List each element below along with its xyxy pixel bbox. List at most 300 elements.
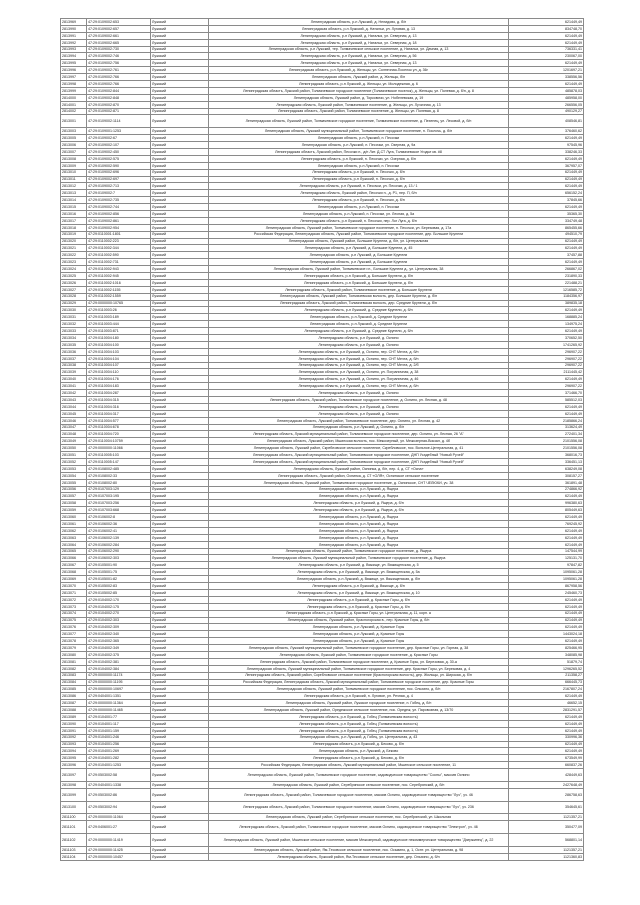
address-cell: Ленинградская область, р-н Лужский, д. Оспино: [209, 390, 509, 397]
address-cell: Ленинградская область, Лужский муниципальный район, Толмачевское городское поселение, дер. Красные Горы, ул. Березовая, д. 4: [209, 665, 509, 672]
table-row: [61, 266, 584, 273]
cadastral-value-table: [60, 18, 584, 861]
cadastral-number-cell: 47:29:0000000:11425: [87, 846, 151, 853]
table-row: [61, 204, 584, 211]
row-number-cell: 2813095: [61, 755, 87, 762]
cadastral-number-cell: 47:29:0110002:1155: [87, 286, 151, 293]
address-cell: Ленинградская область, р-н Лужский, д. Ящера: [209, 534, 509, 541]
cadastral-number-cell: 47:29:0000000:11066: [87, 445, 151, 452]
address-cell: Ленинградская область, р-н Лужский, д. Ящера: [209, 527, 509, 534]
row-number-cell: 2813089: [61, 713, 87, 720]
district-cell: Лужский: [151, 238, 209, 245]
row-number-cell: 2813998: [61, 81, 87, 88]
cadastral-value-cell: 621449,49: [509, 610, 584, 617]
cadastral-value-cell: 656152,24: [509, 190, 584, 197]
table-row: [61, 245, 584, 252]
cadastral-number-cell: 47:29:0107003:195: [87, 493, 151, 500]
district-cell: Лужский: [151, 307, 209, 314]
district-cell: Лужский: [151, 169, 209, 176]
cadastral-value-cell: 336451,13: [509, 459, 584, 466]
row-number-cell: 2813084: [61, 679, 87, 686]
cadastral-value-cell: 147544,99: [509, 548, 584, 555]
district-cell: Лужский: [151, 148, 209, 155]
row-number-cell: 2813009: [61, 162, 87, 169]
table-row: [61, 148, 584, 155]
table-row: [61, 162, 584, 169]
address-cell: Ленинградская область, р-н Лужский, д. Оспино, ул. Пограничная, д. 46: [209, 376, 509, 383]
row-number-cell: 2813997: [61, 74, 87, 81]
cadastral-value-cell: 1095061,28: [509, 569, 584, 576]
district-cell: Лужский: [151, 60, 209, 67]
address-cell: Ленинградская область, р-н Лужский, п. Песочки, ул. Лесная, д. 5а: [209, 210, 509, 217]
address-cell: Ленинградская область, р-н Лужский, д. Гобец, ул. Центральная, д. 43: [209, 734, 509, 741]
district-cell: Лужский: [151, 672, 209, 679]
cadastral-value-cell: 621449,49: [509, 60, 584, 67]
address-cell: Ленинградская область, р-н Лужский, д. Жельцы, ул. Солнечная-Поселок ул, д. 36г: [209, 67, 509, 74]
cadastral-value-cell: 1121357,21: [509, 846, 584, 853]
row-number-cell: 2813015: [61, 204, 87, 211]
table-row: [61, 562, 584, 569]
table-row: [61, 101, 584, 108]
row-number-cell: 2813068: [61, 569, 87, 576]
district-cell: Лужский: [151, 293, 209, 300]
cadastral-number-cell: 47:29:0106002:41: [87, 527, 151, 534]
table-row: [61, 67, 584, 74]
address-cell: Ленинградская область, р-н Лужский, д. Большие Крупели, д. б/н: [209, 279, 509, 286]
cadastral-value-cell: 736331,41: [509, 46, 584, 53]
district-cell: Лужский: [151, 431, 209, 438]
address-cell: Ленинградская область, Лужский район, Толмачевское городское поселение, д. Красные Горы: [209, 651, 509, 658]
cadastral-value-cell: 621449,49: [509, 638, 584, 645]
row-number-cell: 2814000: [61, 94, 87, 101]
table-row: [61, 190, 584, 197]
cadastral-number-cell: 47:29:0110004:678: [87, 424, 151, 431]
row-number-cell: 2813043: [61, 397, 87, 404]
cadastral-value-cell: 266867,02: [509, 266, 584, 273]
cadastral-value-cell: 46652,15: [509, 700, 584, 707]
cadastral-number-cell: 47:29:0404001:1338: [87, 781, 151, 788]
table-row: [61, 445, 584, 452]
cadastral-value-cell: 2831291,57: [509, 707, 584, 714]
cadastral-value-cell: 621449,49: [509, 410, 584, 417]
row-number-cell: 2813016: [61, 210, 87, 217]
address-cell: Ленинградская область, р-н Лужский, п. Песочки: [209, 135, 509, 142]
cadastral-value-cell: 313624,49: [509, 424, 584, 431]
cadastral-number-cell: 47:29:0104001:1253: [87, 762, 151, 769]
row-number-cell: 2813032: [61, 321, 87, 328]
address-cell: Ленинградская область, р-н Лужский, д. Оспино, пер. СНТ Мечта, д. б/н: [209, 348, 509, 355]
row-number-cell: 2813011: [61, 176, 87, 183]
district-cell: Лужский: [151, 438, 209, 445]
cadastral-value-cell: 621449,49: [509, 176, 584, 183]
row-number-cell: 2813070: [61, 583, 87, 590]
row-number-cell: 2813040: [61, 376, 87, 383]
cadastral-value-cell: 35365,30: [509, 210, 584, 217]
document-page: [60, 18, 583, 861]
table-row: [61, 74, 584, 81]
district-cell: Лужский: [151, 397, 209, 404]
cadastral-number-cell: 47:29:0108002:80: [87, 479, 151, 486]
address-cell: Ленинградская область, Лужский муниципальный район, Толмачевское городское поселение, дер. Оспино, ул. Лесная, 26 "А": [209, 431, 509, 438]
cadastral-value-cell: 660837,26: [509, 762, 584, 769]
cadastral-number-cell: 47:29:0109002:954: [87, 224, 151, 231]
address-cell: Ленинградская область, р-н Лужский, д. Оспино, д. б/н: [209, 424, 509, 431]
cadastral-value-cell: 621449,49: [509, 259, 584, 266]
table-row: [61, 583, 584, 590]
address-cell: Ленинградская область, р-н Лужский, п. Луговое, ул. Речная, д. 4: [209, 693, 509, 700]
cadastral-number-cell: 47:29:0104002:381: [87, 658, 151, 665]
row-number-cell: 2813003: [61, 128, 87, 135]
address-cell: Ленинградская область, Лужский район, Толмачевское городское поселение, д. Оспинское, СНТ ЧЕЛЮКИ, уч. 38: [209, 479, 509, 486]
address-cell: Ленинградская область, Лужский район, Оредежское сельское поселение, пос. Оредеж, ул. Паровозная, д. 13/70: [209, 707, 509, 714]
row-number-cell: 2813074: [61, 610, 87, 617]
table-row: [61, 431, 584, 438]
table-row: [61, 348, 584, 355]
address-cell: Ленинградская область, Лужский район, Лужское городское поселение, п. Гобец, д. б/н: [209, 700, 509, 707]
cadastral-number-cell: 47:29:0503002:58: [87, 769, 151, 782]
table-row: [61, 700, 584, 707]
address-cell: Ленинградская область, р-н Лужский, д. Вяжище, ул. Вяжищенская, д. 5: [209, 562, 509, 569]
cadastral-number-cell: 47:29:0000000:10765: [87, 300, 151, 307]
district-cell: Лужский: [151, 576, 209, 583]
district-cell: Лужский: [151, 32, 209, 39]
address-cell: Ленинградская область, Лужский район, Толмачевское городское поселение, массив Оспино, садоводческое товарищество "Луч", уч. 46: [209, 788, 509, 801]
row-number-cell: 2813012: [61, 183, 87, 190]
cadastral-number-cell: 47:29:0105001:75: [87, 569, 151, 576]
table-row: [61, 279, 584, 286]
table-row: [61, 589, 584, 596]
cadastral-number-cell: 47:29:0109002:697: [87, 176, 151, 183]
address-cell: Ленинградская область, р-н Лужский, д. Оспино: [209, 403, 509, 410]
address-cell: Ленинградская область, р-н Лужский, д. Оспино, пер. СНТ Мечта, д. 2/б: [209, 362, 509, 369]
row-number-cell: 2813059: [61, 507, 87, 514]
district-cell: Лужский: [151, 755, 209, 762]
table-row: [61, 645, 584, 652]
cadastral-value-cell: 97847,82: [509, 562, 584, 569]
cadastral-number-cell: 47:29:0104002:270: [87, 610, 151, 617]
row-number-cell: 2813042: [61, 390, 87, 397]
address-cell: Ленинградская область, Лужский район, Ям-Тесовское сельское поселение, дер. Ольхино, д. б/н: [209, 853, 509, 860]
cadastral-number-cell: 47:29:0110002:590: [87, 252, 151, 259]
address-cell: Ленинградская область, р-н Лужский, д. Оспино: [209, 410, 509, 417]
row-number-cell: 2813071: [61, 589, 87, 596]
district-cell: Лужский: [151, 369, 209, 376]
address-cell: Ленинградская область, Лужский район, Толмачевское городское поселение, д. Оспино, ул. Лесная, д. 48: [209, 397, 509, 404]
table-row: [61, 814, 584, 821]
district-cell: Лужский: [151, 81, 209, 88]
address-cell: Ленинградская область, р-н Лужский, д. Оспино, ул. Пограничная, д. 38: [209, 369, 509, 376]
address-cell: Ленинградская область, р-н Лужский, д. Вяжище, ул. Вяжищенская, д. 5а: [209, 569, 509, 576]
cadastral-number-cell: 47:29:0106002:284: [87, 541, 151, 548]
row-number-cell: 2814002: [61, 108, 87, 115]
cadastral-value-cell: 408546,81: [509, 115, 584, 128]
table-row: [61, 417, 584, 424]
row-number-cell: 2813052: [61, 459, 87, 466]
address-cell: Ленинградская область, р-н Лужский, д. Жельцы, ул. Молодежная, д. 6: [209, 81, 509, 88]
row-number-cell: 2813069: [61, 576, 87, 583]
table-row: [61, 252, 584, 259]
table-row: [61, 135, 584, 142]
cadastral-number-cell: 47:29:0104001:159: [87, 727, 151, 734]
district-cell: Лужский: [151, 814, 209, 821]
row-number-cell: 2813099: [61, 788, 87, 801]
district-cell: Лужский: [151, 190, 209, 197]
address-cell: Ленинградская область, р-н Лужский, д. Ящера: [209, 486, 509, 493]
cadastral-number-cell: 47:29:0000000:11195: [87, 679, 151, 686]
table-row: [61, 548, 584, 555]
address-cell: Ленинградская область, р-н Лужский, д. Большие Крупели, д. 45: [209, 245, 509, 252]
district-cell: Лужский: [151, 846, 209, 853]
cadastral-number-cell: 47:29:0106002:290: [87, 548, 151, 555]
table-row: [61, 293, 584, 300]
cadastral-number-cell: 47:29:0106002:36: [87, 521, 151, 528]
district-cell: Лужский: [151, 204, 209, 211]
cadastral-number-cell: 47:29:0105002:85: [87, 589, 151, 596]
table-row: [61, 155, 584, 162]
district-cell: Лужский: [151, 479, 209, 486]
cadastral-value-cell: 371466,70: [509, 390, 584, 397]
cadastral-number-cell: 47:29:0110002:945: [87, 272, 151, 279]
cadastral-number-cell: 47:29:0110004:315: [87, 397, 151, 404]
table-row: [61, 788, 584, 801]
cadastral-value-cell: 350477,09: [509, 821, 584, 834]
address-cell: Ленинградская область, р-н Лужский, п. Песочки, ул. Песочки, д. 13 / 1: [209, 183, 509, 190]
address-cell: Ленинградская область, р-н Лужский, п. Песочки, д. б/н: [209, 176, 509, 183]
district-cell: Лужский: [151, 115, 209, 128]
address-cell: Ленинградская область, р-н Лужский, д. Наталья, ул. Северная, д. 13: [209, 32, 509, 39]
cadastral-number-cell: 47:29:0109002:756: [87, 60, 151, 67]
address-cell: Ленинградская область, р-н Лужский, д. Беково: [209, 748, 509, 755]
cadastral-value-cell: 97545,96: [509, 142, 584, 149]
cadastral-value-cell: 1296265,52: [509, 665, 584, 672]
district-cell: Лужский: [151, 403, 209, 410]
cadastral-value-cell: 621449,49: [509, 514, 584, 521]
cadastral-value-cell: 1184356,97: [509, 293, 584, 300]
table-row: [61, 369, 584, 376]
cadastral-number-cell: 47:29:0109002:730: [87, 46, 151, 53]
cadastral-value-cell: 211358,27: [509, 672, 584, 679]
address-cell: Ленинградская область, Лужский район, Толмачевское поселение, дер. Оспино, ул. Лесная, д. 42: [209, 417, 509, 424]
row-number-cell: 2813995: [61, 60, 87, 67]
cadastral-number-cell: 47:29:0106002:8: [87, 514, 151, 521]
table-row: [61, 672, 584, 679]
address-cell: Ленинградская область, Лужский район, Толмачевское городское поселение, массив Оспино, садоводческое товарищество "Луч", уч. 236: [209, 801, 509, 814]
cadastral-number-cell: 47:29:0110003:871: [87, 328, 151, 335]
table-row: [61, 534, 584, 541]
address-cell: Ленинградская область, Лужский район, Песочки п., д/п Лит. Д-СТ Луга, Толмачевское Угодье кв. #8: [209, 148, 509, 155]
table-row: [61, 658, 584, 665]
table-row: [61, 727, 584, 734]
district-cell: Лужский: [151, 348, 209, 355]
address-cell: Ленинградская область, р-н Лужский, д. Гобец (Толмачевская волость): [209, 727, 509, 734]
district-cell: Лужский: [151, 762, 209, 769]
address-cell: Ленинградская область, Лужский муниципальный район, Толмачевское городское поселение, дер. Красные Горы, ул. Горная, д. 38: [209, 645, 509, 652]
table-row: [61, 486, 584, 493]
row-number-cell: 2813080: [61, 651, 87, 658]
district-cell: Лужский: [151, 355, 209, 362]
table-row: [61, 610, 584, 617]
cadastral-number-cell: 47:29:0109002:107: [87, 142, 151, 149]
address-cell: Ленинградская область, Лужский район, Скребловское сельское поселение (Красногорская волость), дер. Жильцы, ул. Широкая, д. б/н: [209, 672, 509, 679]
cadastral-value-cell: 621449,49: [509, 81, 584, 88]
table-row: [61, 459, 584, 466]
table-row: [61, 300, 584, 307]
address-cell: Ленинградская область, р-н Лужский, п. Песочки, д. б/н: [209, 197, 509, 204]
cadastral-number-cell: 47:29:0104001:256: [87, 741, 151, 748]
row-number-cell: 2813022: [61, 252, 87, 259]
cadastral-number-cell: 47:29:0104002:303: [87, 617, 151, 624]
address-cell: Ленинградская область, Лужский муниципальный район, Толмачевское городское поселение, ДНП Усадебный "Новый Ручей": [209, 459, 509, 466]
row-number-cell: 2813969: [61, 19, 87, 26]
address-cell: Ленинградская область, р-н Лужский, д. Красные Горы, д. б/н: [209, 596, 509, 603]
cadastral-value-cell: 621449,49: [509, 748, 584, 755]
table-row: [61, 748, 584, 755]
address-cell: Ленинградская область, Лужский район, Ям-Тесовское сельское поселение, пос. Осьмино, д. 1, Оснт. ул. Центральная, д. 98: [209, 846, 509, 853]
table-row: [61, 217, 584, 224]
table-row: [61, 821, 584, 834]
cadastral-number-cell: 47:29:0110004:183: [87, 383, 151, 390]
row-number-cell: 2813092: [61, 734, 87, 741]
table-row: [61, 707, 584, 714]
district-cell: Лужский: [151, 135, 209, 142]
table-row: [61, 853, 584, 860]
row-number-cell: 2811100: [61, 814, 87, 821]
cadastral-value-cell: 376460,62: [509, 128, 584, 135]
row-number-cell: 2813082: [61, 665, 87, 672]
address-cell: Ленинградская область, Лужский муниципальный район, Толмачевское городское поселение, ДНП Усадебный "Новый Ручей": [209, 452, 509, 459]
cadastral-value-cell: 621449,49: [509, 493, 584, 500]
cadastral-number-cell: 47:29:0105001:82: [87, 576, 151, 583]
cadastral-number-cell: 47:29:0110003:444: [87, 321, 151, 328]
row-number-cell: 2813054: [61, 472, 87, 479]
cadastral-number-cell: 47:29:0105002:83: [87, 583, 151, 590]
district-cell: Лужский: [151, 197, 209, 204]
cadastral-number-cell: 47:29:0109002:713: [87, 183, 151, 190]
cadastral-value-cell: 296907,22: [509, 348, 584, 355]
row-number-cell: 2813081: [61, 658, 87, 665]
row-number-cell: 2813017: [61, 217, 87, 224]
table-row: [61, 720, 584, 727]
address-cell: Ленинградская область, Лужский район, Серебрянское сельское поселение, пос. Серебрянский, ул. Школьная: [209, 814, 509, 821]
cadastral-number-cell: 47:29:0110004:110: [87, 369, 151, 376]
cadastral-value-cell: 485958,00: [509, 94, 584, 101]
cadastral-number-cell: 47:29:0104001:269: [87, 748, 151, 755]
table-row: [61, 314, 584, 321]
cadastral-value-cell: 485878,03: [509, 87, 584, 94]
row-number-cell: 2814001: [61, 101, 87, 108]
cadastral-value-cell: 2167807,24: [509, 686, 584, 693]
cadastral-number-cell: 47:29:0109002:450: [87, 148, 151, 155]
cadastral-number-cell: 47:29:0000000:11064: [87, 814, 151, 821]
district-cell: Лужский: [151, 328, 209, 335]
cadastral-number-cell: 47:29:0000000:10697: [87, 686, 151, 693]
row-number-cell: 2813091: [61, 727, 87, 734]
address-cell: Ленинградская область, Лужский район, Толмачевское городское поселение, пос. Ольхино, д. б/н: [209, 686, 509, 693]
district-cell: Лужский: [151, 472, 209, 479]
row-number-cell: 2813999: [61, 87, 87, 94]
address-cell: Ленинградская область, р-н Лужский, д. Натальи, ул. Северная, д. 56: [209, 53, 509, 60]
address-cell: Ленинградская область, р-н Лужский, п. Песочки, ул. Озерная, д. 9а: [209, 142, 509, 149]
row-number-cell: 2813098: [61, 781, 87, 788]
district-cell: Лужский: [151, 390, 209, 397]
cadastral-value-cell: 370652,50: [509, 334, 584, 341]
table-row: [61, 238, 584, 245]
table-row: [61, 576, 584, 583]
row-number-cell: 2813024: [61, 266, 87, 273]
address-cell: Ленинградская область, Лужский район, Толмачевское городское поселение, массив Оспино, садоводческое товарищество "Электрон", уч. 46: [209, 821, 509, 834]
row-number-cell: 2811104: [61, 853, 87, 860]
cadastral-value-cell: 769245,92: [509, 521, 584, 528]
address-cell: Ленинградская область, р-н Лужский, тер. Толмачевское сельское поселение, д. Натальи, ул. Дачная, д. 13: [209, 46, 509, 53]
table-row: [61, 46, 584, 53]
row-number-cell: 2813075: [61, 617, 87, 624]
table-row: [61, 259, 584, 266]
address-cell: Ленинградская область, Лужский район, Толмачевская волость, дер. Средние Крупели, д. б/н: [209, 300, 509, 307]
address-cell: Ленинградская область, р-н Лужский, д. Оспино, пер. СНТ Мечта, д. б/н: [209, 383, 509, 390]
cadastral-number-cell: 47:29:0107003:129: [87, 486, 151, 493]
cadastral-value-cell: 389835,18: [509, 300, 584, 307]
cadastral-value-cell: 338556,56: [509, 74, 584, 81]
cadastral-number-cell: 47:29:0000000:11465: [87, 707, 151, 714]
cadastral-value-cell: 231890,33: [509, 272, 584, 279]
cadastral-value-cell: 996380,63: [509, 500, 584, 507]
address-cell: Ленинградская область, р-н Лужский, п. Песочки, пер. Лог Луга, д. б/н: [209, 217, 509, 224]
district-cell: Лужский: [151, 128, 209, 135]
address-cell: Ленинградская область, р-н Лужский, д. Средние Крупели: [209, 314, 509, 321]
district-cell: Лужский: [151, 452, 209, 459]
cadastral-value-cell: 308157,27: [509, 472, 584, 479]
row-number-cell: 2813018: [61, 224, 87, 231]
row-number-cell: 2811103: [61, 846, 87, 853]
cadastral-value-cell: 490129,27: [509, 108, 584, 115]
district-cell: Лужский: [151, 713, 209, 720]
cadastral-number-cell: 47:29:0108002:33: [87, 472, 151, 479]
cadastral-number-cell: 47:29:0104002:365: [87, 638, 151, 645]
cadastral-value-cell: 230067,00: [509, 53, 584, 60]
cadastral-value-cell: 621449,49: [509, 741, 584, 748]
row-number-cell: 2813039: [61, 369, 87, 376]
address-cell: Ленинградская область, р-н Лужский, п. Песочки: [209, 162, 509, 169]
cadastral-number-cell: 47:29:0109002:746: [87, 53, 151, 60]
address-cell: Ленинградская область, р-н Лужский, д. Ящера, д. б/н: [209, 507, 509, 514]
cadastral-value-cell: 2185866,24: [509, 417, 584, 424]
address-cell: Ленинградская область, р-н Лужский, д. Нелидово, д. б/н: [209, 19, 509, 26]
table-row: [61, 286, 584, 293]
cadastral-value-cell: 272401,34: [509, 431, 584, 438]
address-cell: Ленинградская область, Лужский район, Красногорская в., пер. Красные Горы, д. б/н: [209, 617, 509, 624]
table-row: [61, 210, 584, 217]
cadastral-number-cell: 47:29:0104002:340: [87, 631, 151, 638]
address-cell: Ленинградская область, Лужский район, Толмачевское городское поселение, д. Красные Горы, ул. Березовая, д. 30-а: [209, 658, 509, 665]
cadastral-value-cell: 621449,49: [509, 534, 584, 541]
district-cell: Лужский: [151, 25, 209, 32]
district-cell: Лужский: [151, 658, 209, 665]
district-cell: Лужский: [151, 334, 209, 341]
cadastral-number-cell: 47:29:0109002:856: [87, 210, 151, 217]
cadastral-value-cell: 834748,70: [509, 25, 584, 32]
cadastral-value-cell: 666445,73: [509, 679, 584, 686]
cadastral-number-cell: 47:29:0110003:26: [87, 307, 151, 314]
cadastral-number-cell: 47:29:0110004:316: [87, 403, 151, 410]
district-cell: Лужский: [151, 583, 209, 590]
cadastral-value-cell: 621449,49: [509, 596, 584, 603]
cadastral-value-cell: 805449,63: [509, 507, 584, 514]
cadastral-number-cell: 47:29:0109002:761: [87, 67, 151, 74]
cadastral-number-cell: 47:29:0107003:256: [87, 500, 151, 507]
address-cell: Ленинградская область, р-н Лужский, д. Ящера: [209, 541, 509, 548]
district-cell: Лужский: [151, 834, 209, 847]
address-cell: Ленинградская область, р-н Лужский, д. Красные Горы: [209, 631, 509, 638]
